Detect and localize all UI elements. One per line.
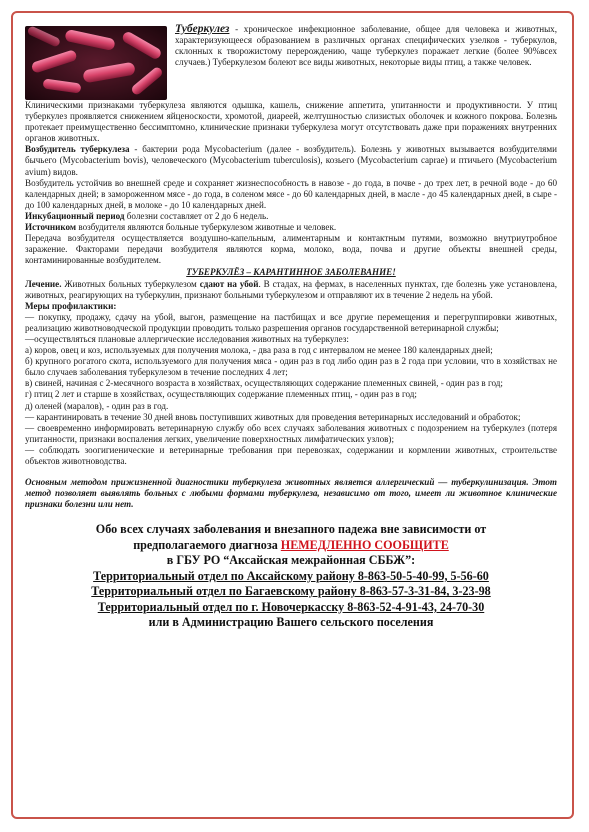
measure-item: — соблюдать зоогигиенические и ветеринарные требования при перевозках, содержании и кормлении животных, строительстве объектов животноводства. [25,444,557,466]
clinical-signs: Клиническими признаками туберкулеза являются одышка, кашель, снижение аппетита, упитанности и продуктивности. У птиц туберкулез проявляется снижением яйценоскости, хромотой, диареей, желтушностью слизистых оболочек и кожного покрова. Болезнь протекает преимущественно бессимптомно, клинические признаки туберкулеза могут отсутствовать даже при поражениях внутренних органов животных. [25,100,557,144]
leaflet-content [25,24,557,631]
contact-bagaevsky: Территориальный отдел по Багаевскому району 8-863-57-3-31-84, 3-23-98 [91,584,491,599]
diagnosis-paragraph: Основным методом прижизненной диагностики туберкулеза животных является аллергический — туберкулинизация. Этот метод позволяет выявлять больных с любыми формами туберкулеза, независимо от того, имеет ли животное клинические признаки болезни или нет. [25,477,557,510]
treatment-paragraph [25,279,557,301]
measure-item: — покупку, продажу, сдачу на убой, выгон, размещение на пастбищах и все другие перемещения и перегруппировки животных, реализацию животноводческой продукции проводить только разрешения органов государственной ветеринарной службы; [25,311,557,333]
treatment-text-2: . В стадах, на фермах, в населенных пунктах, где болезнь уже установлена, животных, реагирующих на туберкулин, признают больными туберкулезом и отправляют их в течение 2 недель на убой. [25,278,558,300]
incubation-paragraph [25,211,557,222]
bacteria-illustration [25,26,167,100]
footer-last-line: или в Администрацию Вашего сельского поселения [148,615,434,630]
treatment-label: Лечение. [25,278,62,289]
measure-item: —осуществляться плановые аллергические исследования животных на туберкулез: [25,333,349,344]
measures-heading [25,301,557,312]
footer-notice [25,522,557,631]
bacteria-photo [25,26,167,100]
intro-section [25,24,557,100]
agent-text: - бактерии рода Mycobacterium (далее - возбудитель). Болезнь у животных вызывается возбудителями бычьего (Mycobacterium bovis), человеческого (Mycobacterium tuberculosis), козьего (Mycobacterium caprae) и птичьего (Mycobacterium avium) видов. [25,144,557,177]
quarantine-heading: ТУБЕРКУЛЁЗ – КАРАНТИННОЕ ЗАБОЛЕВАНИЕ! [186,267,396,278]
urgent-notice: НЕМЕДЛЕННО СООБЩИТЕ [280,537,449,552]
source-paragraph [25,222,557,233]
footer-line-1: Обо всех случаях заболевания и внезапного падежа вне зависимости от [95,522,487,537]
treatment-bold: сдают на убой [199,278,259,289]
transmission-paragraph: Передача возбудителя осуществляется воздушно-капельным, алиментарным и контактным путями, возможно внутриутробное заражение. Факторами передачи возбудителя являются корма, молоко, вода, почва и другие объекты внешней среды, контаминированные возбудителем. [25,233,557,266]
footer-line-2-text: предполагаемого диагноза [133,537,281,552]
stability-paragraph: Возбудитель устойчив во внешней среде и сохраняет жизнеспособность в навозе - до года, в почве - до трех лет, в речной воде - до 60 календарных дней; в замороженном мясе - до года, в соленом мясе - до 60 календарных дней, в масле - до 45 календарных дней, в сыре - до 100 календарных дней, в молоке - до 10 календарных дней. [25,177,557,210]
title-tuberculosis: Туберкулез [175,23,230,35]
measures-heading-text: Меры профилактики: [25,300,117,311]
contact-novocherkassk: Территориальный отдел по г. Новочеркасску 8-863-52-4-91-43, 24-70-30 [97,599,485,614]
measure-item: д) оленей (маралов), - один раз в год. [25,400,169,411]
measure-item: г) птиц 2 лет и старше в хозяйствах, осуществляющих содержание племенных птиц, - один раз в год; [25,389,417,400]
agent-label: Возбудитель туберкулеза [25,144,130,155]
intro-paragraph [175,24,557,68]
measure-item: — карантинировать в течение 30 дней вновь поступивших животных для проведения ветеринарных исследований и обработок; [25,411,521,422]
footer-line-3: в ГБУ РО “Аксайская межрайонная СББЖ”: [166,553,416,568]
intro-text: - хроническое инфекционное заболевание, общее для человека и животных, характеризующееся образованием в различных органах специфических узелков - туберкулов, склонных к творожистому перерождению, чаще туберкулез поражает легкие (более 90%всех случаев.) Туберкулезом болеют все виды животных, некоторые виды птиц, а также человек. [175,24,557,68]
incubation-label: Инкубационный период [25,210,125,221]
footer-line-2 [25,538,557,554]
measure-item: в) свиней, начиная с 2-месячного возраста в хозяйствах, осуществляющих содержание племенных свиней, - один раз в год; [25,378,503,389]
measure-item: б) крупного рогатого скота, используемого для получения мяса - один раз в год либо один раз в 2 года при условии, что в хозяйствах не было случаев заболевания туберкулезом в течение последних 4 лет; [25,356,557,378]
source-text: возбудителя являются больные туберкулезом животные и человек. [76,222,337,233]
measure-item: — своевременно информировать ветеринарную службу обо всех случаях заболевания животных с подозрением на туберкулез (потеря упитанности, признаки воспаления легких, увеличение поверхностных лимфатических узлов); [25,422,557,444]
contact-aksay: Территориальный отдел по Аксайскому району 8-863-50-5-40-99, 5-56-60 [93,568,489,583]
measures-list [25,312,557,467]
treatment-text-1: Животных больных туберкулезом [61,278,200,289]
measure-item: а) коров, овец и коз, используемых для получения молока, - два раза в год с интервалом не менее 180 календарных дней; [25,345,493,356]
incubation-text: болезни составляет от 2 до 6 недель. [124,210,269,221]
source-label: Источником [25,222,77,233]
agent-paragraph [25,144,557,177]
